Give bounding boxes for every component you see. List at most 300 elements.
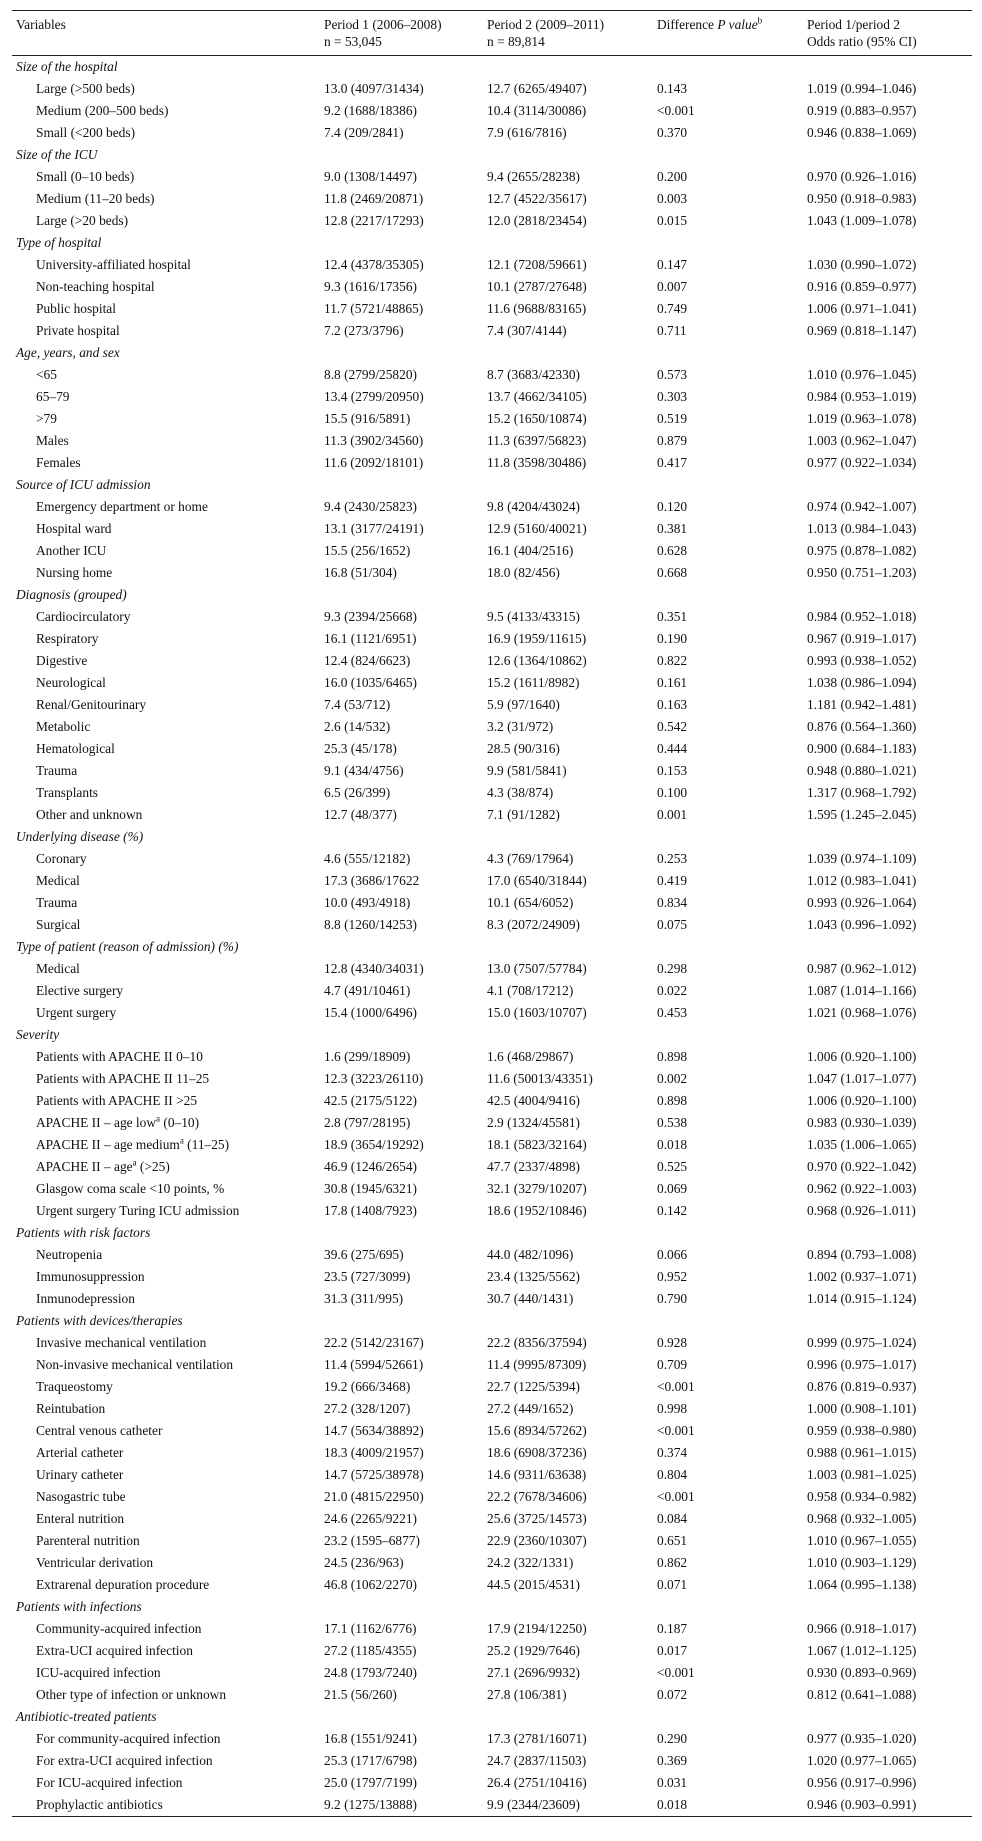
p-value: 0.668	[657, 565, 688, 580]
period1-value: 14.7 (5634/38892)	[324, 1423, 424, 1438]
period2-value: 27.1 (2696/9932)	[487, 1665, 580, 1680]
header-p-footnote: b	[757, 15, 763, 26]
period1-value: 6.5 (26/399)	[324, 785, 391, 800]
variable-label: Small (0–10 beds)	[36, 169, 135, 184]
p-value: 0.290	[657, 1731, 688, 1746]
period1-value: 12.4 (4378/35305)	[324, 257, 424, 272]
variable-label: Another ICU	[36, 543, 107, 558]
variable-name	[12, 1508, 320, 1530]
p-value: 0.381	[657, 521, 688, 536]
odds-ratio: 0.930 (0.893–0.969)	[807, 1665, 917, 1680]
variable-label: Medical	[36, 873, 80, 888]
p-value: 0.417	[657, 455, 688, 470]
odds-ratio: 0.958 (0.934–0.982)	[807, 1489, 917, 1504]
variable-label: Central venous catheter	[36, 1423, 163, 1438]
section-title: Patients with infections	[16, 1599, 142, 1614]
section-title: Severity	[16, 1027, 60, 1042]
p-value: 0.419	[657, 873, 688, 888]
section-row	[12, 1596, 972, 1618]
period2-value: 4.3 (38/874)	[487, 785, 554, 800]
period1-value: 9.3 (2394/25668)	[324, 609, 417, 624]
variable-label: Respiratory	[36, 631, 99, 646]
variable-label: Urgent surgery	[36, 1005, 117, 1020]
variable-label: Digestive	[36, 653, 88, 668]
variable-label: >79	[36, 411, 57, 426]
section-row	[12, 342, 972, 364]
period1-value: 25.3 (45/178)	[324, 741, 397, 756]
table-header	[12, 11, 972, 56]
section-row	[12, 826, 972, 848]
table-row	[12, 364, 972, 386]
variable-label: Private hospital	[36, 323, 120, 338]
period1-value: 39.6 (275/695)	[324, 1247, 404, 1262]
period2-value: 10.1 (2787/27648)	[487, 279, 587, 294]
odds-ratio: 0.984 (0.952–1.018)	[807, 609, 917, 624]
p-value: 0.834	[657, 895, 688, 910]
p-value: 0.200	[657, 169, 688, 184]
variable-name	[12, 364, 320, 386]
variable-label: University-affiliated hospital	[36, 257, 191, 272]
variable-name	[12, 298, 320, 320]
period2-value: 24.2 (322/1331)	[487, 1555, 574, 1570]
variable-name	[12, 166, 320, 188]
p-value: 0.015	[657, 213, 688, 228]
period1-value: 9.4 (2430/25823)	[324, 499, 417, 514]
period1-value: 21.5 (56/260)	[324, 1687, 397, 1702]
variable-label: Renal/Genitourinary	[36, 697, 147, 712]
section-title: Underlying disease (%)	[16, 829, 144, 844]
period1-value: 13.1 (3177/24191)	[324, 521, 424, 536]
variable-name	[12, 1530, 320, 1552]
period1-value: 15.5 (916/5891)	[324, 411, 411, 426]
variable-label: Traqueostomy	[36, 1379, 113, 1394]
odds-ratio: 1.020 (0.977–1.065)	[807, 1753, 917, 1768]
p-value: 0.898	[657, 1093, 688, 1108]
p-value: 0.084	[657, 1511, 688, 1526]
variable-name	[12, 892, 320, 914]
section-row	[12, 144, 972, 166]
period2-value: 9.4 (2655/28238)	[487, 169, 580, 184]
period1-value: 19.2 (666/3468)	[324, 1379, 411, 1394]
section-title: Patients with devices/therapies	[16, 1313, 183, 1328]
period2-value: 1.6 (468/29867)	[487, 1049, 574, 1064]
p-value: 0.573	[657, 367, 688, 382]
variable-name	[12, 430, 320, 452]
odds-ratio: 0.974 (0.942–1.007)	[807, 499, 917, 514]
period2-value: 13.7 (4662/34105)	[487, 389, 587, 404]
variable-name	[12, 100, 320, 122]
variable-name	[12, 672, 320, 694]
variable-label: Parenteral nutrition	[36, 1533, 140, 1548]
table-row	[12, 650, 972, 672]
odds-ratio: 1.006 (0.920–1.100)	[807, 1049, 917, 1064]
p-value: 0.928	[657, 1335, 688, 1350]
header-variables: Variables	[12, 11, 320, 34]
section-row	[12, 1222, 972, 1244]
section-title: Patients with risk factors	[16, 1225, 151, 1240]
variable-name	[12, 1486, 320, 1508]
period2-value: 30.7 (440/1431)	[487, 1291, 574, 1306]
p-value: 0.538	[657, 1115, 688, 1130]
table-row	[12, 1552, 972, 1574]
table-row	[12, 606, 972, 628]
table-row	[12, 716, 972, 738]
variable-label: Non-teaching hospital	[36, 279, 155, 294]
p-value: 0.298	[657, 961, 688, 976]
table-row	[12, 870, 972, 892]
p-value: 0.007	[657, 279, 688, 294]
period1-value: 11.6 (2092/18101)	[324, 455, 424, 470]
period1-value: 12.3 (3223/26110)	[324, 1071, 424, 1086]
variable-label: Medical	[36, 961, 80, 976]
odds-ratio: 0.977 (0.922–1.034)	[807, 455, 917, 470]
section-title: Size of the hospital	[16, 59, 118, 74]
p-value: 0.998	[657, 1401, 688, 1416]
period1-value: 21.0 (4815/22950)	[324, 1489, 424, 1504]
variable-label: Immunosuppression	[36, 1269, 145, 1284]
variable-name	[12, 1288, 320, 1310]
period2-value: 12.0 (2818/23454)	[487, 213, 587, 228]
odds-ratio: 0.876 (0.564–1.360)	[807, 719, 917, 734]
p-value: 0.163	[657, 697, 688, 712]
p-value: 0.651	[657, 1533, 688, 1548]
p-value: 0.153	[657, 763, 688, 778]
period2-value: 14.6 (9311/63638)	[487, 1467, 587, 1482]
odds-ratio: 1.012 (0.983–1.041)	[807, 873, 917, 888]
header-p-value: P value	[717, 17, 758, 32]
p-value: 0.822	[657, 653, 688, 668]
p-value: 0.022	[657, 983, 688, 998]
period1-value: 30.8 (1945/6321)	[324, 1181, 417, 1196]
period1-value: 14.7 (5725/38978)	[324, 1467, 424, 1482]
variable-label: Extra-UCI acquired infection	[36, 1643, 193, 1658]
variable-name	[12, 1464, 320, 1486]
odds-ratio: 1.067 (1.012–1.125)	[807, 1643, 917, 1658]
table-row	[12, 1200, 972, 1222]
footnote-marker: a	[132, 1157, 137, 1168]
p-value: 0.100	[657, 785, 688, 800]
variable-label: Non-invasive mechanical ventilation	[36, 1357, 234, 1372]
table-row	[12, 628, 972, 650]
p-value: 0.072	[657, 1687, 688, 1702]
table-row	[12, 1794, 972, 1817]
period1-value: 11.3 (3902/34560)	[324, 433, 424, 448]
variable-label: Urgent surgery Turing ICU admission	[36, 1203, 240, 1218]
odds-ratio: 1.021 (0.968–1.076)	[807, 1005, 917, 1020]
odds-ratio: 0.967 (0.919–1.017)	[807, 631, 917, 646]
section-row	[12, 584, 972, 606]
odds-ratio: 1.014 (0.915–1.124)	[807, 1291, 917, 1306]
p-value: 0.804	[657, 1467, 688, 1482]
odds-ratio: 1.013 (0.984–1.043)	[807, 521, 917, 536]
odds-ratio: 1.006 (0.920–1.100)	[807, 1093, 917, 1108]
section-row	[12, 1310, 972, 1332]
header-period2: Period 2 (2009–2011)	[483, 11, 653, 34]
variable-name	[12, 276, 320, 298]
period1-value: 11.4 (5994/52661)	[324, 1357, 424, 1372]
p-value: 0.898	[657, 1049, 688, 1064]
period2-value: 11.6 (50013/43351)	[487, 1071, 593, 1086]
period2-value: 17.9 (2194/12250)	[487, 1621, 587, 1636]
table-row	[12, 1464, 972, 1486]
variable-label: Arterial catheter	[36, 1445, 124, 1460]
table-row	[12, 166, 972, 188]
variable-name	[12, 562, 320, 584]
period1-value: 17.1 (1162/6776)	[324, 1621, 417, 1636]
period2-value: 7.1 (91/1282)	[487, 807, 560, 822]
variable-name	[12, 1112, 320, 1134]
section-title: Type of hospital	[16, 235, 102, 250]
variable-label: Males	[36, 433, 69, 448]
period1-value: 24.5 (236/963)	[324, 1555, 404, 1570]
period1-value: 1.6 (299/18909)	[324, 1049, 411, 1064]
variable-label: Patients with APACHE II 0–10	[36, 1049, 203, 1064]
period1-value: 12.4 (824/6623)	[324, 653, 411, 668]
odds-ratio: 1.047 (1.017–1.077)	[807, 1071, 917, 1086]
odds-ratio: 0.988 (0.961–1.015)	[807, 1445, 917, 1460]
p-value: 0.862	[657, 1555, 688, 1570]
variable-label: Large (>20 beds)	[36, 213, 129, 228]
variable-suffix: (0–10)	[160, 1115, 200, 1130]
variable-label: Coronary	[36, 851, 87, 866]
odds-ratio: 0.812 (0.641–1.088)	[807, 1687, 917, 1702]
table-row	[12, 540, 972, 562]
variable-name	[12, 254, 320, 276]
period1-value: 16.8 (51/304)	[324, 565, 397, 580]
table-row	[12, 452, 972, 474]
period2-value: 9.9 (581/5841)	[487, 763, 567, 778]
table-row	[12, 1112, 972, 1134]
period2-value: 25.6 (3725/14573)	[487, 1511, 587, 1526]
variable-name	[12, 1772, 320, 1794]
table-row	[12, 100, 972, 122]
table-row	[12, 980, 972, 1002]
period1-value: 12.8 (2217/17293)	[324, 213, 424, 228]
variable-label: Urinary catheter	[36, 1467, 124, 1482]
odds-ratio: 1.043 (0.996–1.092)	[807, 917, 917, 932]
table-body	[12, 56, 972, 1817]
period1-value: 9.2 (1275/13888)	[320, 1794, 483, 1817]
odds-ratio: 1.181 (0.942–1.481)	[807, 697, 917, 712]
period2-value: 23.4 (1325/5562)	[487, 1269, 580, 1284]
odds-ratio: 0.996 (0.975–1.017)	[807, 1357, 917, 1372]
variable-name	[12, 188, 320, 210]
table-row	[12, 386, 972, 408]
period1-value: 12.8 (4340/34031)	[324, 961, 424, 976]
variable-name	[12, 1046, 320, 1068]
variable-name	[12, 848, 320, 870]
table-row	[12, 1244, 972, 1266]
table-row	[12, 1266, 972, 1288]
odds-ratio: 0.970 (0.922–1.042)	[807, 1159, 917, 1174]
header-odds-line2: Odds ratio (95% CI)	[803, 33, 972, 56]
period2-value: 16.1 (404/2516)	[487, 543, 574, 558]
period1-value: 2.6 (14/532)	[324, 719, 391, 734]
results-table	[12, 10, 972, 1817]
variable-label: Prophylactic antibiotics	[36, 1797, 163, 1812]
odds-ratio: 1.035 (1.006–1.065)	[807, 1137, 917, 1152]
period2-value: 11.6 (9688/83165)	[487, 301, 587, 316]
variable-label: APACHE II – age	[36, 1159, 133, 1174]
section-title: Size of the ICU	[16, 147, 98, 162]
period1-value: 46.8 (1062/2270)	[324, 1577, 417, 1592]
table-container	[12, 10, 972, 1817]
variable-suffix: (>25)	[136, 1159, 170, 1174]
odds-ratio: 0.984 (0.953–1.019)	[807, 389, 917, 404]
table-row	[12, 1574, 972, 1596]
p-value: 0.075	[657, 917, 688, 932]
table-row	[12, 694, 972, 716]
period1-value: 13.4 (2799/20950)	[324, 389, 424, 404]
variable-name	[12, 1266, 320, 1288]
odds-ratio: 0.975 (0.878–1.082)	[807, 543, 917, 558]
odds-ratio: 0.948 (0.880–1.021)	[807, 763, 917, 778]
period2-value: 2.9 (1324/45581)	[487, 1115, 580, 1130]
odds-ratio: 1.595 (1.245–2.045)	[807, 807, 917, 822]
variable-label: Females	[36, 455, 81, 470]
table-row	[12, 1178, 972, 1200]
variable-label: Enteral nutrition	[36, 1511, 125, 1526]
p-value: 0.143	[657, 81, 688, 96]
odds-ratio: 1.006 (0.971–1.041)	[807, 301, 917, 316]
variable-name	[12, 870, 320, 892]
period1-value: 23.2 (1595–6877)	[324, 1533, 420, 1548]
period2-value: 25.2 (1929/7646)	[487, 1643, 580, 1658]
period2-value: 9.8 (4204/43024)	[487, 499, 580, 514]
variable-label: Neutropenia	[36, 1247, 103, 1262]
odds-ratio: 1.003 (0.981–1.025)	[807, 1467, 917, 1482]
period2-value: 27.2 (449/1652)	[487, 1401, 574, 1416]
odds-ratio: 0.993 (0.938–1.052)	[807, 653, 917, 668]
variable-label: Hospital ward	[36, 521, 112, 536]
variable-label: Nasogastric tube	[36, 1489, 126, 1504]
odds-ratio: 0.983 (0.930–1.039)	[807, 1115, 917, 1130]
table-row	[12, 782, 972, 804]
table-row	[12, 298, 972, 320]
period1-value: 25.0 (1797/7199)	[324, 1775, 417, 1790]
odds-ratio: 0.962 (0.922–1.003)	[807, 1181, 917, 1196]
period1-value: 9.1 (434/4756)	[324, 763, 404, 778]
footnote-marker: a	[156, 1113, 161, 1124]
period2-value: 17.3 (2781/16071)	[487, 1731, 587, 1746]
variable-label: APACHE II – age medium	[36, 1137, 180, 1152]
variable-name	[12, 1398, 320, 1420]
period1-value: 9.3 (1616/17356)	[324, 279, 417, 294]
variable-name	[12, 914, 320, 936]
period2-value: 9.5 (4133/43315)	[487, 609, 580, 624]
variable-label: APACHE II – age low	[36, 1115, 157, 1130]
table-row	[12, 210, 972, 232]
table-row	[12, 276, 972, 298]
variable-label: Elective surgery	[36, 983, 124, 998]
p-value: <0.001	[657, 1423, 695, 1438]
odds-ratio: 0.970 (0.926–1.016)	[807, 169, 917, 184]
odds-ratio: 0.969 (0.818–1.147)	[807, 323, 917, 338]
odds-ratio: 1.002 (0.937–1.071)	[807, 1269, 917, 1284]
section-title: Age, years, and sex	[16, 345, 120, 360]
period1-value: 17.8 (1408/7923)	[324, 1203, 417, 1218]
period1-value: 8.8 (2799/25820)	[324, 367, 417, 382]
p-value: 0.120	[657, 499, 688, 514]
period1-value: 24.8 (1793/7240)	[324, 1665, 417, 1680]
variable-name	[12, 1750, 320, 1772]
variable-name	[12, 1376, 320, 1398]
table-row	[12, 122, 972, 144]
p-value: 0.952	[657, 1269, 688, 1284]
variable-name	[12, 518, 320, 540]
header-period1: Period 1 (2006–2008)	[320, 11, 483, 34]
header-difference	[653, 11, 803, 34]
p-value: 0.790	[657, 1291, 688, 1306]
odds-ratio: 0.956 (0.917–0.996)	[807, 1775, 917, 1790]
variable-label: Emergency department or home	[36, 499, 208, 514]
odds-ratio: 0.919 (0.883–0.957)	[807, 103, 917, 118]
period1-value: 16.1 (1121/6951)	[324, 631, 417, 646]
odds-ratio: 1.043 (1.009–1.078)	[807, 213, 917, 228]
period2-value: 16.9 (1959/11615)	[487, 631, 587, 646]
variable-label: For extra-UCI acquired infection	[36, 1753, 213, 1768]
period1-value: 4.6 (555/12182)	[324, 851, 411, 866]
p-value: 0.542	[657, 719, 688, 734]
variable-name	[12, 496, 320, 518]
variable-name	[12, 1640, 320, 1662]
period1-value: 12.7 (48/377)	[324, 807, 397, 822]
table-row	[12, 518, 972, 540]
variable-label: Cardiocirculatory	[36, 609, 131, 624]
variable-label: Invasive mechanical ventilation	[36, 1335, 207, 1350]
period2-value: 15.2 (1611/8982)	[487, 675, 580, 690]
p-value: 0.161	[657, 675, 688, 690]
variable-label: Medium (200–500 beds)	[36, 103, 169, 118]
variable-name	[12, 958, 320, 980]
table-row	[12, 1046, 972, 1068]
p-value: 0.444	[657, 741, 688, 756]
p-value: 0.017	[657, 1643, 688, 1658]
section-title: Diagnosis (grouped)	[16, 587, 127, 602]
period2-value: 44.5 (2015/4531)	[487, 1577, 580, 1592]
period2-value: 28.5 (90/316)	[487, 741, 560, 756]
table-row	[12, 1728, 972, 1750]
table-row	[12, 496, 972, 518]
variable-suffix: (11–25)	[183, 1137, 230, 1152]
period1-value: 24.6 (2265/9221)	[324, 1511, 417, 1526]
variable-name	[12, 782, 320, 804]
odds-ratio: 0.916 (0.859–0.977)	[807, 279, 917, 294]
p-value: 0.369	[657, 1753, 688, 1768]
variable-label: Patients with APACHE II >25	[36, 1093, 198, 1108]
variable-name	[12, 1552, 320, 1574]
period1-value: 16.0 (1035/6465)	[324, 675, 417, 690]
section-row	[12, 1024, 972, 1046]
table-row	[12, 1068, 972, 1090]
variable-label: Nursing home	[36, 565, 113, 580]
variable-label: Medium (11–20 beds)	[36, 191, 155, 206]
p-value: <0.001	[657, 1665, 695, 1680]
odds-ratio: 0.894 (0.793–1.008)	[807, 1247, 917, 1262]
variable-name	[12, 452, 320, 474]
period2-value: 11.4 (9995/87309)	[487, 1357, 587, 1372]
period2-value: 15.0 (1603/10707)	[487, 1005, 587, 1020]
section-row	[12, 474, 972, 496]
period2-value: 18.0 (82/456)	[487, 565, 560, 580]
variable-label: <65	[36, 367, 57, 382]
period2-value: 18.6 (1952/10846)	[487, 1203, 587, 1218]
variable-name	[12, 628, 320, 650]
variable-name	[12, 320, 320, 342]
variable-name	[12, 1134, 320, 1156]
period1-value: 15.4 (1000/6496)	[324, 1005, 417, 1020]
period2-value: 15.2 (1650/10874)	[487, 411, 587, 426]
